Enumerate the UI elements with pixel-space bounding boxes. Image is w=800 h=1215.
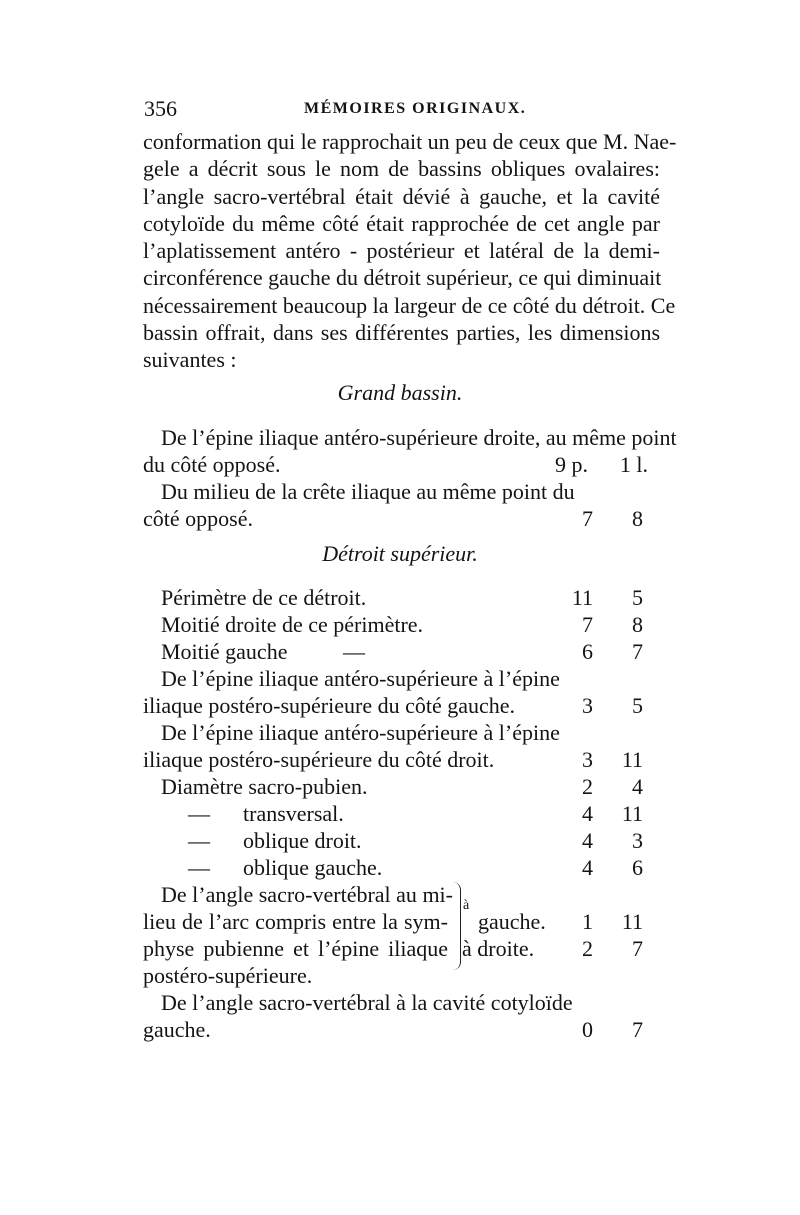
value-pouces: 4 xyxy=(582,801,593,826)
row-label: De l’épine iliaque antéro-supérieure à l’épine xyxy=(161,666,560,691)
ditto-dash: — xyxy=(343,639,365,664)
text-line: gele a décrit sous le nom de bassins obliques ovalaires: xyxy=(143,156,660,182)
running-header xyxy=(144,96,664,126)
row-label: Moitié gauche xyxy=(161,639,288,664)
value-pouces: 2 xyxy=(582,774,593,799)
value-lignes: 8 xyxy=(632,612,643,637)
text-line: l’angle sacro-vertébral était dévié à gauche, et la cavité xyxy=(143,183,660,209)
ditto-dash: — xyxy=(188,855,210,880)
text-line: nécessairement beaucoup la largeur de ce côté du détroit. Ce xyxy=(143,292,676,318)
value-lignes: 11 xyxy=(621,801,643,826)
value-lignes: 5 xyxy=(632,693,643,718)
value-pouces: 0 xyxy=(582,1017,593,1042)
ditto-dash: — xyxy=(188,801,210,826)
brace xyxy=(450,882,461,970)
text-line: cotyloïde du même côté était rapprochée de cet angle par xyxy=(143,210,660,236)
row-label: Moitié droite de ce périmètre. xyxy=(161,612,424,637)
text-line: bassin offrait, dans ses différentes parties, les dimensions xyxy=(143,320,660,346)
value-pouces: 4 xyxy=(582,828,593,853)
row-label: transversal. xyxy=(243,801,344,826)
brace-a-label: à xyxy=(463,898,470,913)
row-label: Diamètre sacro-pubien. xyxy=(161,774,368,799)
value-lignes: 4 xyxy=(632,774,643,799)
row-label: iliaque postéro-supérieure du côté droit. xyxy=(143,747,495,772)
row-label: postéro-supérieure. xyxy=(143,963,313,988)
value-lignes: 7 xyxy=(632,639,643,664)
text-line: circonférence gauche du détroit supérieur, ce qui diminuait xyxy=(143,265,662,291)
ditto-dash: — xyxy=(188,828,210,853)
value-lignes: 7 xyxy=(632,936,643,961)
row-label: De l’angle sacro-vertébral au mi- xyxy=(161,882,453,907)
value-pouces: 6 xyxy=(582,639,593,664)
text-line: l’aplatissement antéro - postérieur et latéral de la demi- xyxy=(143,238,660,264)
row-label: De l’épine iliaque antéro-supérieure à l’épine xyxy=(161,720,560,745)
text-line: conformation qui le rapprochait un peu de ceux que M. Nae- xyxy=(143,129,677,154)
section-heading-detroit-superieur: Détroit supérieur. xyxy=(322,541,478,566)
row-label: De l’angle sacro-vertébral à la cavité cotyloïde xyxy=(161,990,573,1015)
value-pouces: 7 xyxy=(582,506,593,531)
page-number: 356 xyxy=(144,96,177,121)
brace-droite-label: à droite. xyxy=(462,936,535,961)
brace-gauche-label: gauche. xyxy=(478,909,546,934)
value-lignes: 3 xyxy=(632,828,643,853)
value-pouces: 3 xyxy=(582,693,593,718)
value-lignes: 8 xyxy=(632,506,643,531)
row-label: oblique gauche. xyxy=(243,855,383,880)
value-pouces: 9 p. xyxy=(555,452,588,477)
row-label: oblique droit. xyxy=(243,828,362,853)
value-pouces: 3 xyxy=(582,747,593,772)
row-label: iliaque postéro-supérieure du côté gauche. xyxy=(143,693,516,718)
row-label: Périmètre de ce détroit. xyxy=(161,585,367,610)
value-pouces: 1 xyxy=(582,909,593,934)
row-label: Du milieu de la crête iliaque au même point du xyxy=(161,479,575,504)
value-pouces: 7 xyxy=(582,612,593,637)
row-label: du côté opposé. xyxy=(143,452,281,477)
row-label: gauche. xyxy=(143,1017,211,1042)
value-lignes: 6 xyxy=(632,855,643,880)
row-label: De l’épine iliaque antéro-supérieure droite, au même point xyxy=(161,425,677,450)
value-lignes: 11 xyxy=(621,747,643,772)
section-heading-grand-bassin: Grand bassin. xyxy=(337,380,463,405)
intro-paragraph xyxy=(143,128,677,374)
value-pouces: 11 xyxy=(571,585,593,610)
value-lignes: 1 l. xyxy=(619,452,648,477)
row-label: lieu de l’arc compris entre la sym- xyxy=(143,909,448,934)
row-label: physe pubienne et l’épine iliaque xyxy=(143,936,448,961)
value-lignes: 11 xyxy=(621,909,643,934)
value-lignes: 5 xyxy=(632,585,643,610)
running-title: MÉMOIRES ORIGINAUX. xyxy=(304,100,527,117)
row-label: côté opposé. xyxy=(143,506,253,531)
value-pouces: 2 xyxy=(582,936,593,961)
text-line: suivantes : xyxy=(143,347,237,373)
value-lignes: 7 xyxy=(632,1017,643,1042)
value-pouces: 4 xyxy=(582,855,593,880)
